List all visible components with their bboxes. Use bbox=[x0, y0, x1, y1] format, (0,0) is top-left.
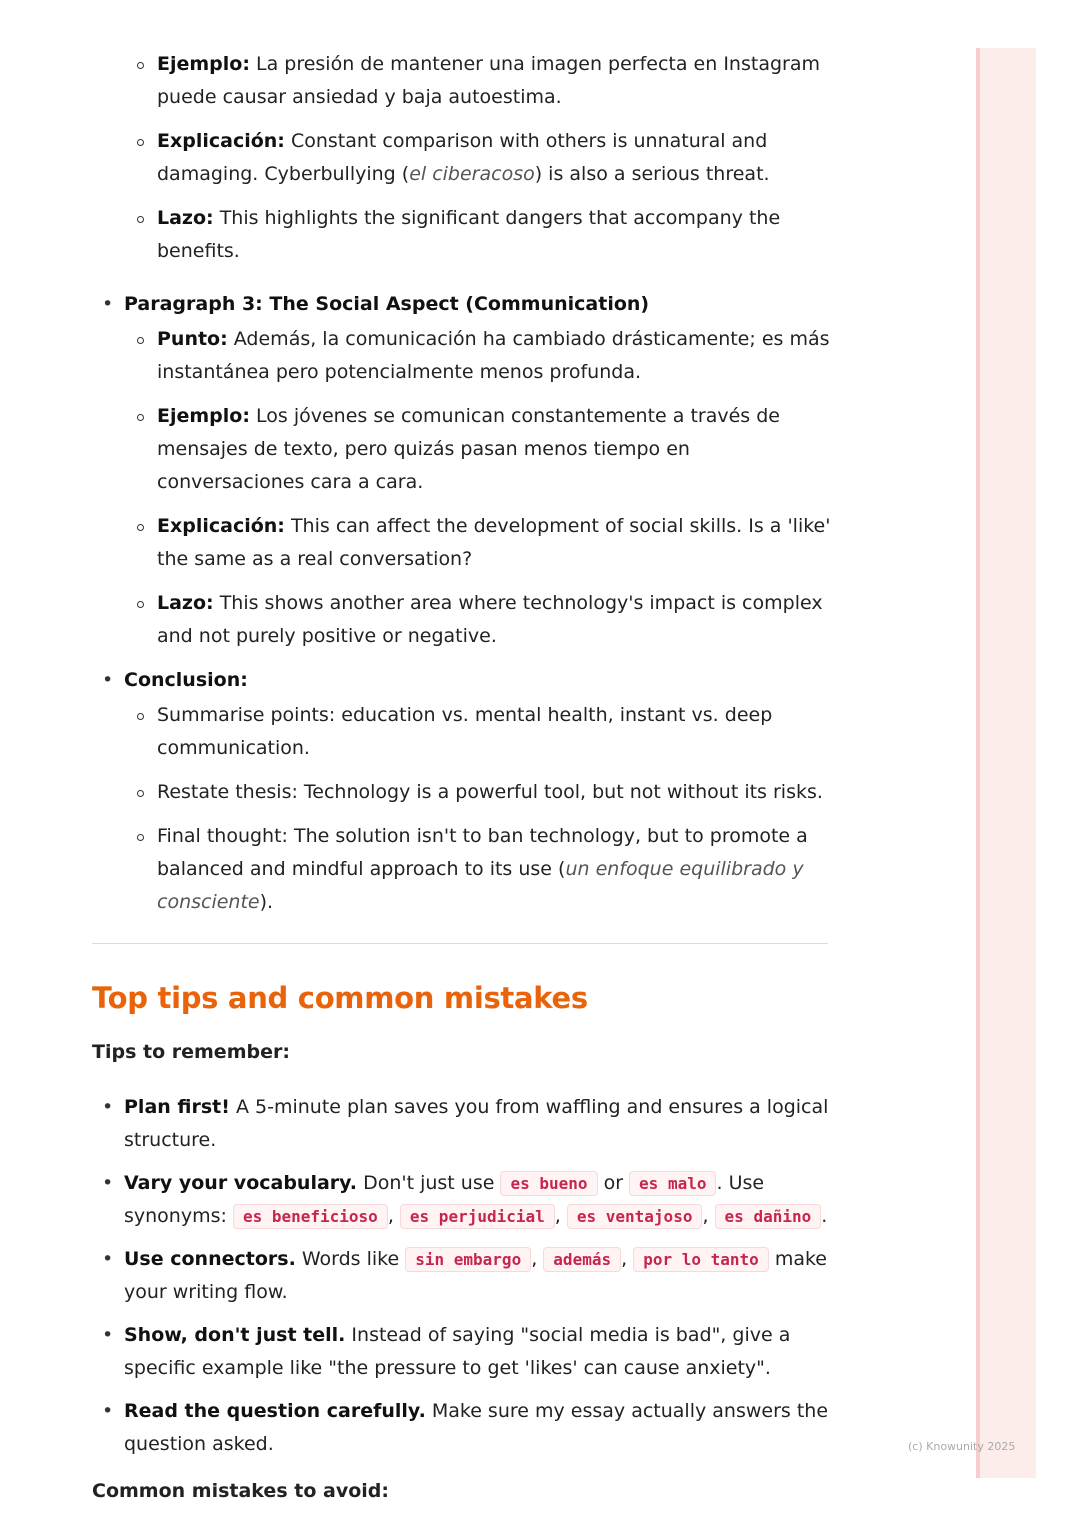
section-title: Top tips and common mistakes bbox=[92, 981, 588, 1015]
margin-sidebar bbox=[976, 48, 1036, 1478]
item-text: ) is also a serious threat. bbox=[534, 163, 770, 185]
tip-bold: Plan first! bbox=[124, 1096, 230, 1118]
tip-text: Don't just use bbox=[357, 1172, 501, 1194]
code-chip: es malo bbox=[629, 1171, 716, 1196]
list-item bbox=[92, 510, 832, 576]
code-chip: además bbox=[543, 1247, 621, 1272]
code-chip: es ventajoso bbox=[567, 1204, 703, 1229]
tip-bold: Read the question carefully. bbox=[124, 1400, 426, 1422]
conclusion-sublist bbox=[92, 699, 832, 919]
code-chip: es dañino bbox=[715, 1204, 822, 1229]
separator: , bbox=[702, 1205, 715, 1227]
item-label: Ejemplo: bbox=[157, 53, 250, 75]
section-divider bbox=[92, 943, 828, 944]
mistakes-heading: Common mistakes to avoid: bbox=[92, 1480, 389, 1502]
code-chip: por lo tanto bbox=[633, 1247, 769, 1272]
item-text: This shows another area where technology's impact is complex and not purely positive or negative. bbox=[157, 592, 823, 647]
tip-text: make your writing flow. bbox=[124, 1248, 827, 1303]
list-item bbox=[92, 587, 832, 653]
tip-text: Make sure my essay actually answers the question asked. bbox=[124, 1400, 829, 1455]
item-label: Explicación: bbox=[157, 130, 285, 152]
item-text: Final thought: The solution isn't to ban technology, but to promote a balanced and mindful approach to its use ( bbox=[157, 825, 808, 880]
tip-text: A 5-minute plan saves you from waffling and ensures a logical structure. bbox=[124, 1096, 829, 1151]
paragraph-3-item bbox=[92, 288, 832, 653]
tip-text: Words like bbox=[295, 1248, 406, 1270]
separator: , bbox=[387, 1205, 400, 1227]
separator: , bbox=[531, 1248, 544, 1270]
tip-text: Instead of saying "social media is bad", give a specific example like "the pressure to get 'likes' can cause anxiety". bbox=[124, 1324, 791, 1379]
tips-list bbox=[92, 1091, 832, 1461]
list-item bbox=[92, 776, 832, 809]
conclusion-heading: Conclusion: bbox=[124, 669, 248, 691]
tip-item bbox=[92, 1243, 832, 1309]
item-text: Summarise points: education vs. mental health, instant vs. deep communication. bbox=[157, 704, 773, 759]
item-emphasis: un enfoque equilibrado y consciente bbox=[157, 858, 804, 913]
separator: , bbox=[554, 1205, 567, 1227]
code-chip: es bueno bbox=[500, 1171, 597, 1196]
document-content bbox=[92, 48, 832, 1508]
item-text: This highlights the significant dangers that accompany the benefits. bbox=[157, 207, 781, 262]
item-label: Punto: bbox=[157, 328, 228, 350]
item-text: Los jóvenes se comunican constantemente a través de mensajes de texto, pero quizás pasan menos tiempo en conversaciones cara a cara. bbox=[157, 405, 780, 493]
code-chip: sin embargo bbox=[405, 1247, 531, 1272]
list-item bbox=[92, 48, 832, 114]
tip-item bbox=[92, 1395, 832, 1461]
tip-bold: Vary your vocabulary. bbox=[124, 1172, 358, 1194]
tips-heading: Tips to remember: bbox=[92, 1041, 290, 1063]
tip-text: . bbox=[821, 1205, 828, 1227]
item-text: Además, la comunicación ha cambiado drásticamente; es más instantánea pero potencialmente menos profunda. bbox=[157, 328, 830, 383]
list-item bbox=[92, 699, 832, 765]
tip-text: . Use synonyms: bbox=[124, 1172, 765, 1227]
tip-bold: Show, don't just tell. bbox=[124, 1324, 346, 1346]
paragraph-2-sublist bbox=[92, 48, 832, 268]
tip-item bbox=[92, 1091, 832, 1157]
item-label: Explicación: bbox=[157, 515, 285, 537]
outline-list bbox=[92, 288, 832, 919]
list-item bbox=[92, 202, 832, 268]
item-label: Lazo: bbox=[157, 207, 214, 229]
item-text: Constant comparison with others is unnatural and damaging. Cyberbullying ( bbox=[157, 130, 768, 185]
tip-bold: Use connectors. bbox=[124, 1248, 296, 1270]
code-chip: es beneficioso bbox=[233, 1204, 388, 1229]
tip-item bbox=[92, 1167, 832, 1233]
conclusion-item bbox=[92, 664, 832, 919]
item-text: Restate thesis: Technology is a powerful tool, but not without its risks. bbox=[157, 781, 823, 803]
tip-item bbox=[92, 1319, 832, 1385]
list-item bbox=[92, 820, 832, 919]
list-item bbox=[92, 323, 832, 389]
item-text: ). bbox=[259, 891, 274, 913]
paragraph-3-heading: Paragraph 3: The Social Aspect (Communication) bbox=[124, 293, 650, 315]
copyright-text: (c) Knowunity 2025 bbox=[908, 1440, 1016, 1453]
list-item bbox=[92, 125, 832, 191]
item-text: La presión de mantener una imagen perfecta en Instagram puede causar ansiedad y baja autoestima. bbox=[157, 53, 820, 108]
separator: , bbox=[621, 1248, 634, 1270]
tip-text: or bbox=[597, 1172, 630, 1194]
item-label: Ejemplo: bbox=[157, 405, 250, 427]
item-label: Lazo: bbox=[157, 592, 214, 614]
item-emphasis: el ciberacoso bbox=[409, 163, 535, 185]
paragraph-3-sublist bbox=[92, 323, 832, 653]
item-text: This can affect the development of social skills. Is a 'like' the same as a real conversation? bbox=[157, 515, 831, 570]
code-chip: es perjudicial bbox=[400, 1204, 555, 1229]
list-item bbox=[92, 400, 832, 499]
